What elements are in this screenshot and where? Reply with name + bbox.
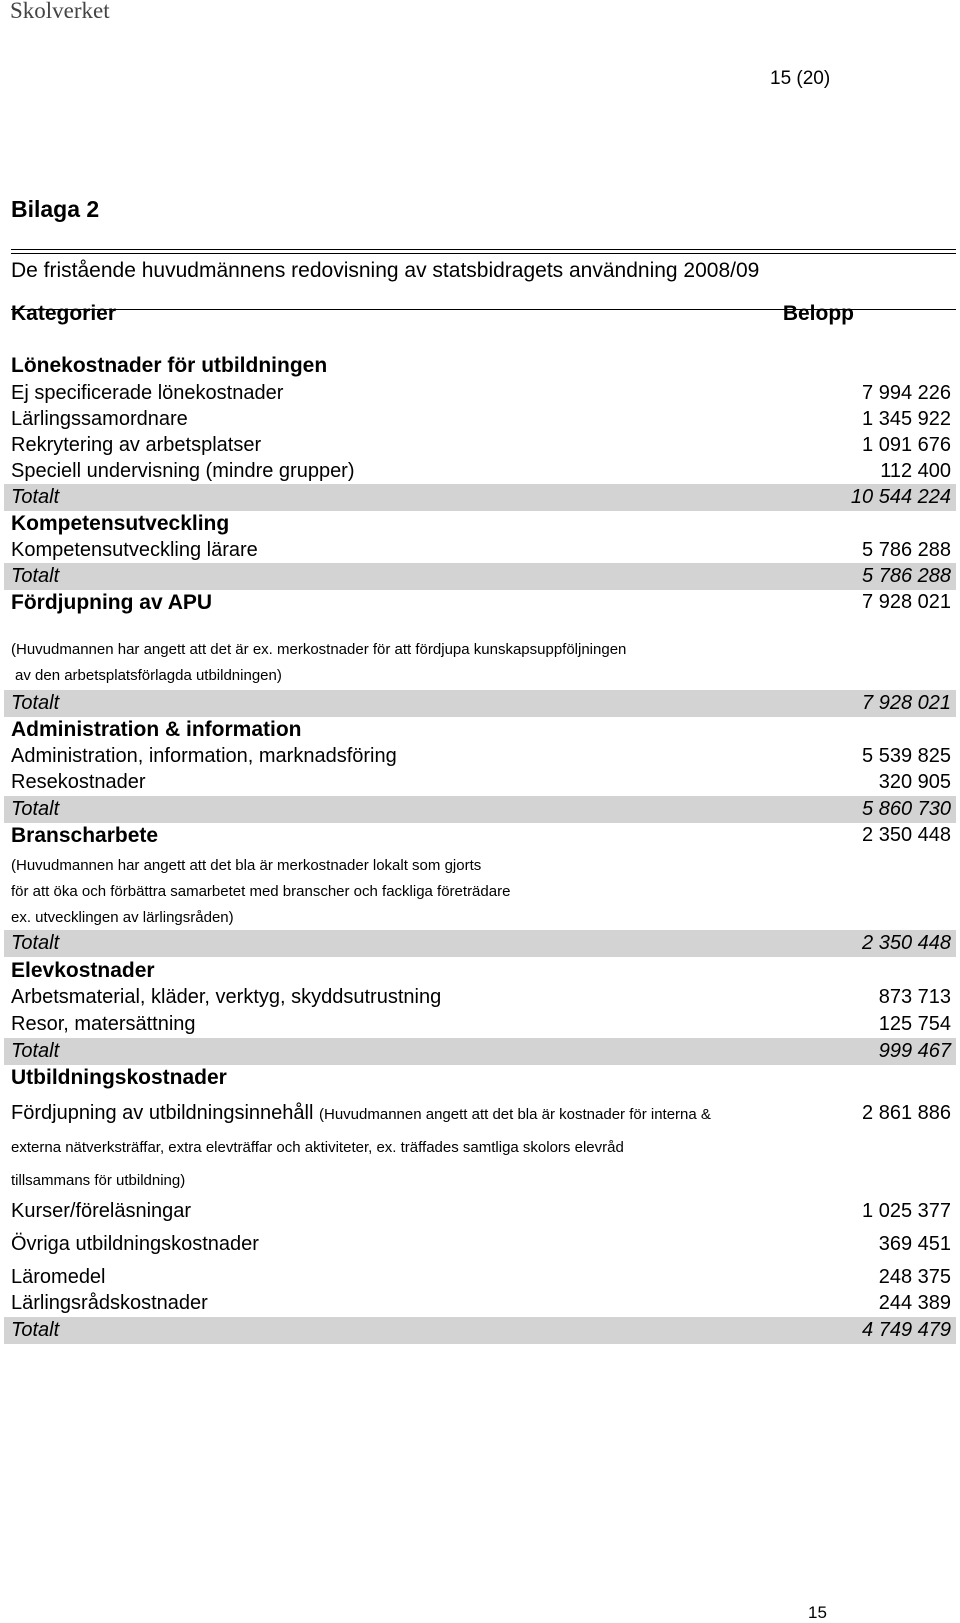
table-row [0,1011,960,1038]
table-row [0,1264,960,1291]
total-label: Totalt [11,1040,60,1062]
total-amount: 7 928 021 [862,692,951,714]
total-amount: 999 467 [878,1040,951,1062]
section-title: Branscharbete [11,824,159,847]
row-label: Läromedel [11,1266,106,1288]
row-label [11,1100,711,1128]
row-label: Kurser/föreläsningar [11,1200,192,1222]
section-title: Kompetensutveckling [11,512,230,535]
row-label: Resekostnader [11,771,146,793]
table-row [0,458,960,485]
note-line: (Huvudmannen har angett att det är ex. merkostnader för att fördjupa kunskapsuppföljningen [11,641,627,658]
total-row [4,1038,956,1065]
total-row [4,796,956,823]
logo: Skolverket [10,0,110,23]
table-row [0,984,960,1011]
table-row [0,1231,960,1258]
double-rule [11,249,956,254]
section-title: Lönekostnader för utbildningen [11,354,328,377]
table-row [0,432,960,459]
total-label: Totalt [11,486,60,508]
total-row [4,1317,956,1344]
total-row [4,690,956,717]
total-amount: 10 544 224 [850,486,951,508]
section-title: Elevkostnader [11,959,155,982]
section-heading [0,1064,960,1091]
total-row [4,930,956,957]
total-row [4,484,956,511]
note-line: av den arbetsplatsförlagda utbildningen) [15,667,282,684]
section-title: Utbildningskostnader [11,1066,227,1089]
category-heading: Kategorier [11,302,117,325]
total-amount: 4 749 479 [862,1319,951,1341]
row-amount: 7 994 226 [862,382,951,404]
row-amount: 873 713 [878,986,951,1008]
row-label: Ej specificerade lönekostnader [11,382,284,404]
row-amount: 244 389 [878,1292,951,1314]
total-label: Totalt [11,692,60,714]
note-line: tillsammans för utbildning) [11,1172,186,1189]
footer-page-number: 15 [808,1603,827,1622]
section-heading [0,510,960,537]
section-amount: 7 928 021 [862,591,951,613]
section-heading [0,352,960,379]
row-label: Lärlingssamordnare [11,408,188,430]
row-label: Övriga utbildningskostnader [11,1233,259,1255]
row-label: Arbetsmaterial, kläder, verktyg, skyddsutrustning [11,986,442,1008]
total-label: Totalt [11,565,60,587]
table-row [0,1100,960,1127]
total-label: Totalt [11,798,60,820]
section-title: Administration & information [11,718,302,741]
row-label: Rekrytering av arbetsplatser [11,434,262,456]
table-row [0,537,960,564]
row-amount: 248 375 [878,1266,951,1288]
table-row [0,1290,960,1317]
row-amount: 320 905 [878,771,951,793]
section-heading [0,589,960,616]
fordjupning-note: (Huvudmannen angett att det bla är kostnader för interna & [319,1106,711,1123]
note-line: (Huvudmannen har angett att det bla är merkostnader lokalt som gjorts [11,857,482,874]
table-row [0,769,960,796]
row-amount: 1 345 922 [862,408,951,430]
total-label: Totalt [11,1319,60,1341]
row-amount: 369 451 [878,1233,951,1255]
row-label: Speciell undervisning (mindre grupper) [11,460,355,482]
total-amount: 2 350 448 [862,932,951,954]
total-row [4,563,956,590]
row-label: Lärlingsrådskostnader [11,1292,208,1314]
row-amount: 112 400 [880,460,951,482]
note-line: för att öka och förbättra samarbetet med branscher och fackliga företrädare [11,883,511,900]
section-heading [0,957,960,984]
amount-heading: Belopp [782,302,854,325]
row-amount: 5 786 288 [862,539,951,561]
column-header [0,300,960,327]
row-amount: 2 861 886 [862,1102,951,1124]
page-title: Bilaga 2 [11,196,100,222]
subtitle: De fristående huvudmännens redovisning av statsbidragets användning 2008/09 [11,259,760,282]
row-label: Administration, information, marknadsföring [11,745,397,767]
total-amount: 5 786 288 [862,565,951,587]
row-amount: 1 025 377 [862,1200,951,1222]
fordjupning-label: Fördjupning av utbildningsinnehåll [11,1102,314,1124]
section-heading [0,716,960,743]
section-title: Fördjupning av APU [11,591,213,614]
note-line: ex. utvecklingen av lärlingsråden) [11,909,234,926]
row-label: Resor, matersättning [11,1013,196,1035]
section-amount: 2 350 448 [862,824,951,846]
table-row [0,743,960,770]
table-row [0,406,960,433]
total-label: Totalt [11,932,60,954]
total-amount: 5 860 730 [862,798,951,820]
table-row [0,380,960,407]
page-label: 15 (20) [770,68,831,89]
section-heading [0,822,960,849]
row-amount: 5 539 825 [862,745,951,767]
row-label: Kompetensutveckling lärare [11,539,258,561]
note-line: externa nätverksträffar, extra elevträffar och aktiviteter, ex. träffades samtliga skolors elevråd [11,1139,624,1156]
row-amount: 1 091 676 [862,434,951,456]
table-row [0,1198,960,1225]
row-amount: 125 754 [878,1013,951,1035]
